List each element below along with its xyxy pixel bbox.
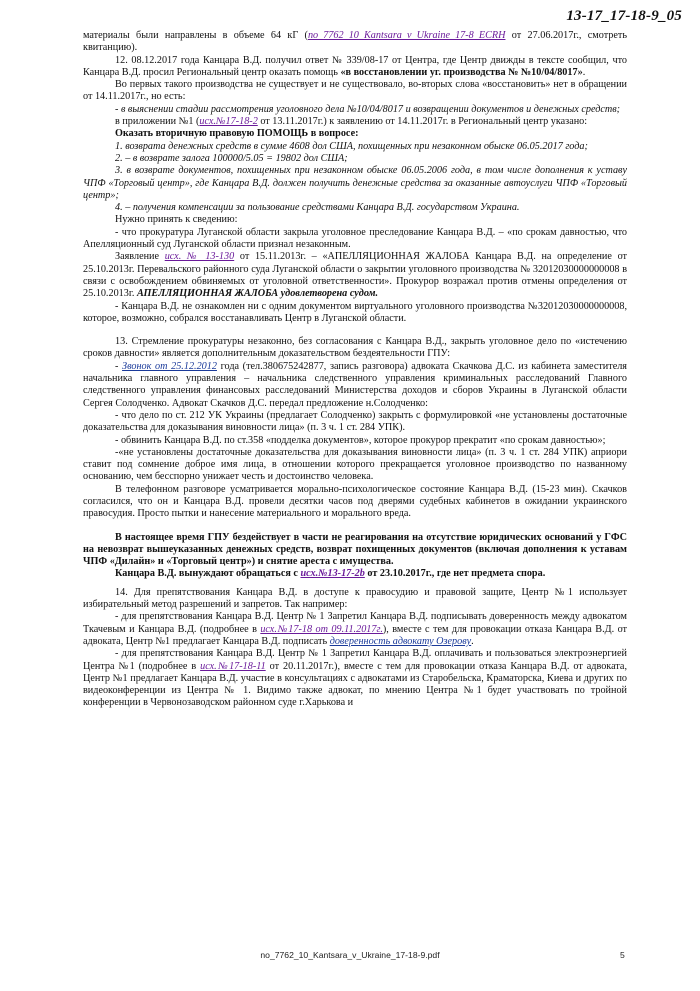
paragraph: В телефонном разговоре усматривается морально-психологическое состояние Канцара В.Д. (15-23 мин). Скачков согласился, что он и Канцара В.Д. провели десятки часов под дверями судебных кабинетов в ожидании украинского правосудия. Просто пытки и нанесение материального и морального вреда. <box>83 483 627 520</box>
paragraph: - что дело по ст. 212 УК Украины (предлагает Солодченко) закрыть с формулировкой «не установлены достаточные доказательства для доказывания виновности лица» (п. 3 ч. 1 ст. 284 УПК). <box>83 409 627 434</box>
link-13-130[interactable]: исх. № 13-130 <box>164 251 235 263</box>
paragraph: - в выяснении стадии рассмотрения уголовного дела №10/04/8017 и возвращении документов и денежных средств; <box>115 103 621 115</box>
paragraph: - для препятствования Канцара В.Д. Центр № 1 Запретил Канцара В.Д. подписывать доверенность между адвокатом Ткачевым и Канцара В.Д. (подробнее в исх.№17-18 от 09.11.2017г.), вместе с тем для провокации отказа Канцара В.Д. от адвоката, Центр №1 предлагает Канцара В.Д. подписать доверенность адвокату Озерову. <box>83 611 627 647</box>
page-number: 5 <box>620 950 625 960</box>
link-17-18-11[interactable]: исх.№17-18-11 <box>200 660 266 672</box>
link-ecrh[interactable]: no_7762_10_Kantsara_v_Ukraine_17-8_ECRH <box>307 30 506 41</box>
paragraph: - Звонок от 25.12.2012 года (тел.380675242877, запись разговора) адвоката Скачкова Д.С. из кабинета заместителя начальника главного управления – начальника следственного управления криминальных расследований Главного следственного управления финансовых расследований Министерства доходов и сборов Украины в Луганской области Сергея Солодченко. Адвокат Скачков Д.С. передал предложение н.Солодченко: <box>83 360 627 409</box>
paragraph: - что прокуратура Луганской области закрыла уголовное преследование Канцара В.Д. – «по срокам давностью, что Апелляционный суд Луганской области признал незаконным. <box>83 226 627 251</box>
paragraph: в приложении №1 (исх.№17-18-2 от 13.11.2017г.) к заявлению от 14.11.2017г. в Региональный центр указано: <box>115 116 588 128</box>
list-item: 2. – в возврате залога 100000/5.05 = 19802 дол США; <box>115 152 348 164</box>
link-17-18-2[interactable]: исх.№17-18-2 <box>199 116 258 128</box>
paragraph: материалы были направлены в объеме 64 кГ (no_7762_10_Kantsara_v_Ukraine_17-8_ECRH от 27.06.2017г., смотреть квитанцию). <box>83 30 627 54</box>
paragraph: В настоящее время ГПУ бездействует в части не реагирования на отсутствие юридических оснований у ГФС на невозврат вышеуказанных денежных средств, возврат похищенных документов (включая дополнения к уставам ЧПФ «Дилайн» и «Торговый центр») и снятие ареста с имущества. <box>83 531 627 568</box>
footer-filename: no_7762_10_Kantsara_v_Ukraine_17-18-9.pdf <box>260 950 440 960</box>
list-item: 3. в возврате документов, похищенных при незаконном обыске 06.05.2006 года, в том числе дополнения к уставу ЧПФ «Торговый центр», где Канцара В.Д. должен получить денежные средства за оказанные автоуслуги ЧПФ «Торговый центр»; <box>83 165 627 201</box>
paragraph: 14. Для препятствования Канцара В.Д. в доступе к правосудию и правовой защите, Центр №1 использует избирательный метод разрешений и запретов. Так например: <box>83 586 627 611</box>
paragraph: Нужно принять к сведению: <box>115 214 238 226</box>
link-zvonok[interactable]: Звонок от 25.12.2012 <box>122 360 217 372</box>
paragraph: - обвинить Канцара В.Д. по ст.358 «подделка документов», которое прокурор прекратит «по срокам давностью»; <box>115 434 606 446</box>
list-item: 1. возврата денежных средств в сумме 4608 дол США, похищенных при незаконном обыске 06.05.2017 года; <box>115 140 588 152</box>
list-item: 4. – получения компенсации за пользование средствами Канцара В.Д. государством Украина. <box>115 202 520 214</box>
paragraph: 12. 08.12.2017 года Канцара В.Д. получил ответ № 339/08-17 от Центра, где Центр движды в тексте сообщил, что Канцара В.Д. просил Региональный центр оказать помощь «в восстановлении уг. производства № №10/04/8017». <box>83 54 627 78</box>
document-code: 13-17_17-18-9_05 <box>566 8 682 24</box>
link-doverennost[interactable]: доверенность адвокату Озерову <box>329 635 472 647</box>
paragraph: 13. Стремление прокуратуры незаконно, без согласования с Канцара В.Д., закрыть уголовное дело по «истечению сроков давности» является дополнительным доказательством бездеятельности ГПУ: <box>83 336 627 360</box>
link-13-17-2b[interactable]: исх.№13-17-2b <box>300 568 365 580</box>
paragraph: - для препятствования Канцара В.Д. Центр № 1 Запретил Канцара В.Д. оплачивать и пользоваться электроэнергией Центра №1 (подробнее в исх.№17-18-11 от 20.11.2017г.), вместе с тем для провокации отказа Канцара В.Д. от адвоката, Центр №1 предлагает Канцара В.Д. участие в консультациях с адвокатами из Старобельска, Краматорска, Киева и других по видеоконференции из Центра № 1. Видимо также адвокат, по мнению Центра №1 будет участвовать по тройной конференции в Червонозаводском районном суде г.Харькова и <box>83 648 627 709</box>
link-17-18[interactable]: исх.№17-18 от 09.11.2017г. <box>260 623 383 635</box>
paragraph: Оказать вторичную правовую ПОМОЩЬ в вопросе: <box>115 128 359 140</box>
paragraph: Во первых такого производства не существует и не существовало, во-вторых слова «восстановить» нет в обращении от 14.11.2017г., но есть: <box>83 79 627 103</box>
paragraph: - Канцара В.Д. не ознакомлен ни с одним документом виртуального уголовного производства №32012030000000008, которое, возможно, собрался восстанавливать Центр в Луганской области. <box>83 300 627 324</box>
paragraph: -«не установлены достаточные доказательства для доказывания виновности лица» (п. 3 ч. 1 ст. 284 УПК) априори ставит под сомнение доброе имя лица, в отношении которого прекращается уголовное производство по названному основанию, чем бесспорно унижает честь и достоинство человека. <box>83 446 627 483</box>
paragraph: Канцара В.Д. вынуждают обращаться с исх.№13-17-2b от 23.10.2017г., где нет предмета спора. <box>115 568 546 580</box>
paragraph: Заявление исх. № 13-130 от 15.11.2013г. – «АПЕЛЛЯЦИОННАЯ ЖАЛОБА Канцара В.Д. на определение от 25.10.2013г. Перевальского районного суда Луганской области о закрытии уголовного производства № 32012030000000008 в связи с освобождением обвиняемых от уголовной ответственности». Прокурор возражал против отмены определения от 25.10.2013г. АПЕЛЛЯЦИОННАЯ ЖАЛОБА удовлетворена судом. <box>83 251 627 300</box>
document-body <box>83 30 627 710</box>
